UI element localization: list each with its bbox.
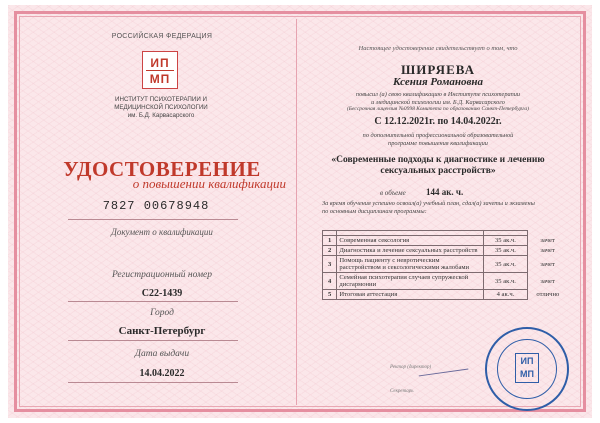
intro-text: Настоящее удостоверение свидетельствует о том, что bbox=[358, 45, 518, 52]
registration-label: Регистрационный номер bbox=[111, 270, 213, 280]
curriculum-line-1: За время обучения успешно освоил(а) учебный план, сдал(а) зачеты и экзамены bbox=[322, 200, 535, 207]
institute-logo bbox=[142, 51, 178, 89]
subject-hours: 35 ак.ч. bbox=[483, 273, 527, 290]
subject-row bbox=[323, 256, 568, 273]
city-value: Санкт-Петербург bbox=[118, 325, 206, 337]
program-type-line-2: программе повышения квалификации bbox=[388, 139, 488, 147]
subject-title: Современная сексология bbox=[337, 236, 483, 246]
subject-number: 4 bbox=[323, 273, 337, 290]
subject-number: 5 bbox=[323, 290, 337, 300]
license-line: (Бессрочная лицензия №0998 Комитета по образованию Санкт-Петербурга) bbox=[346, 106, 530, 112]
org-line-1: ИНСТИТУТ ПСИХОТЕРАПИИ И bbox=[115, 96, 207, 103]
city-label: Город bbox=[150, 308, 174, 318]
subjects-table bbox=[322, 230, 568, 300]
country-label: РОССИЙСКАЯ ФЕДЕРАЦИЯ bbox=[111, 33, 213, 40]
document-title: УДОСТОВЕРЕНИЕ bbox=[63, 157, 261, 181]
holder-name: Ксения Романовна bbox=[392, 76, 483, 88]
registration-underline bbox=[68, 301, 238, 302]
program-type-line-1: по дополнительной профессиональной образовательной bbox=[362, 132, 514, 139]
subject-grade: отлично bbox=[536, 291, 560, 298]
certificate-document bbox=[8, 5, 592, 418]
issue-date-label: Дата выдачи bbox=[134, 349, 190, 359]
holder-surname: ШИРЯЕВА bbox=[401, 62, 475, 77]
institute-name bbox=[48, 96, 274, 120]
org-line-3: им. Б.Д. Карвасарского bbox=[127, 112, 195, 119]
subject-grade: зачет bbox=[540, 237, 555, 244]
logo-text-top: ИП bbox=[150, 56, 170, 70]
seal-letters: МП bbox=[520, 369, 534, 379]
subject-number: 3 bbox=[323, 256, 337, 273]
official-seal bbox=[485, 327, 569, 411]
subject-hours: 35 ак.ч. bbox=[483, 256, 527, 273]
curriculum-line-2: по основным дисциплинам программы: bbox=[322, 207, 427, 215]
registration-number: С22-1439 bbox=[141, 288, 183, 299]
document-subtitle: о повышении квалификации bbox=[132, 176, 286, 191]
subject-title: Итоговая аттестация bbox=[337, 290, 483, 300]
subject-number: 1 bbox=[323, 236, 337, 246]
logo-line bbox=[146, 70, 174, 71]
serial-underline bbox=[68, 219, 238, 220]
subject-row bbox=[323, 236, 568, 246]
column-divider bbox=[296, 19, 297, 405]
program-title: «Современные подходы к диагностике и лечению сексуальных расстройств» bbox=[331, 155, 545, 176]
serial-number: 7827 00678948 bbox=[102, 199, 210, 213]
subject-grade: зачет bbox=[540, 247, 555, 254]
org-line-2: МЕДИЦИНСКОЙ ПСИХОЛОГИИ bbox=[114, 104, 208, 111]
subject-grade: зачет bbox=[540, 277, 555, 285]
subject-row bbox=[323, 273, 568, 290]
seal-logo-mark bbox=[515, 353, 539, 383]
subject-row bbox=[323, 246, 568, 256]
qualification-line-1: повысил (а) свою квалификацию в Институте психотерапии bbox=[355, 91, 521, 98]
city-underline bbox=[68, 340, 238, 341]
study-period: С 12.12.2021г. по 14.04.2022г. bbox=[374, 116, 502, 127]
subject-row bbox=[323, 290, 568, 300]
subject-number: 2 bbox=[323, 246, 337, 256]
program-type-text bbox=[308, 132, 568, 147]
subject-title: Диагностика и лечение сексуальных расстройств bbox=[337, 246, 483, 256]
volume-label: в объеме bbox=[380, 189, 406, 197]
subject-hours: 4 ак.ч. bbox=[483, 290, 527, 300]
rector-label: Ректор (директор) bbox=[390, 365, 432, 370]
logo-text-bottom: МП bbox=[149, 72, 171, 86]
subject-title: Семейная психотерапия случаев супружеской дисгармонии bbox=[337, 273, 483, 290]
curriculum-text bbox=[322, 200, 562, 215]
subject-hours: 35 ак.ч. bbox=[483, 236, 527, 246]
secretary-label: Секретарь bbox=[390, 389, 414, 394]
seal-letters: ИП bbox=[520, 356, 534, 366]
document-kind: Документ о квалификации bbox=[111, 227, 213, 237]
qualification-text bbox=[308, 91, 568, 114]
volume-value: 144 ак. ч. bbox=[426, 187, 464, 197]
subject-hours: 35 ак.ч. bbox=[483, 246, 527, 256]
qualification-line-2: и медицинской психологии им. Б.Д. Карвасарского bbox=[371, 98, 505, 106]
issue-date-value: 14.04.2022 bbox=[139, 368, 185, 379]
subject-grade: зачет bbox=[540, 260, 555, 268]
date-underline bbox=[68, 382, 238, 383]
subject-title: Помощь пациенту с невротическим расстройством и сексологическими жалобами bbox=[337, 256, 483, 273]
